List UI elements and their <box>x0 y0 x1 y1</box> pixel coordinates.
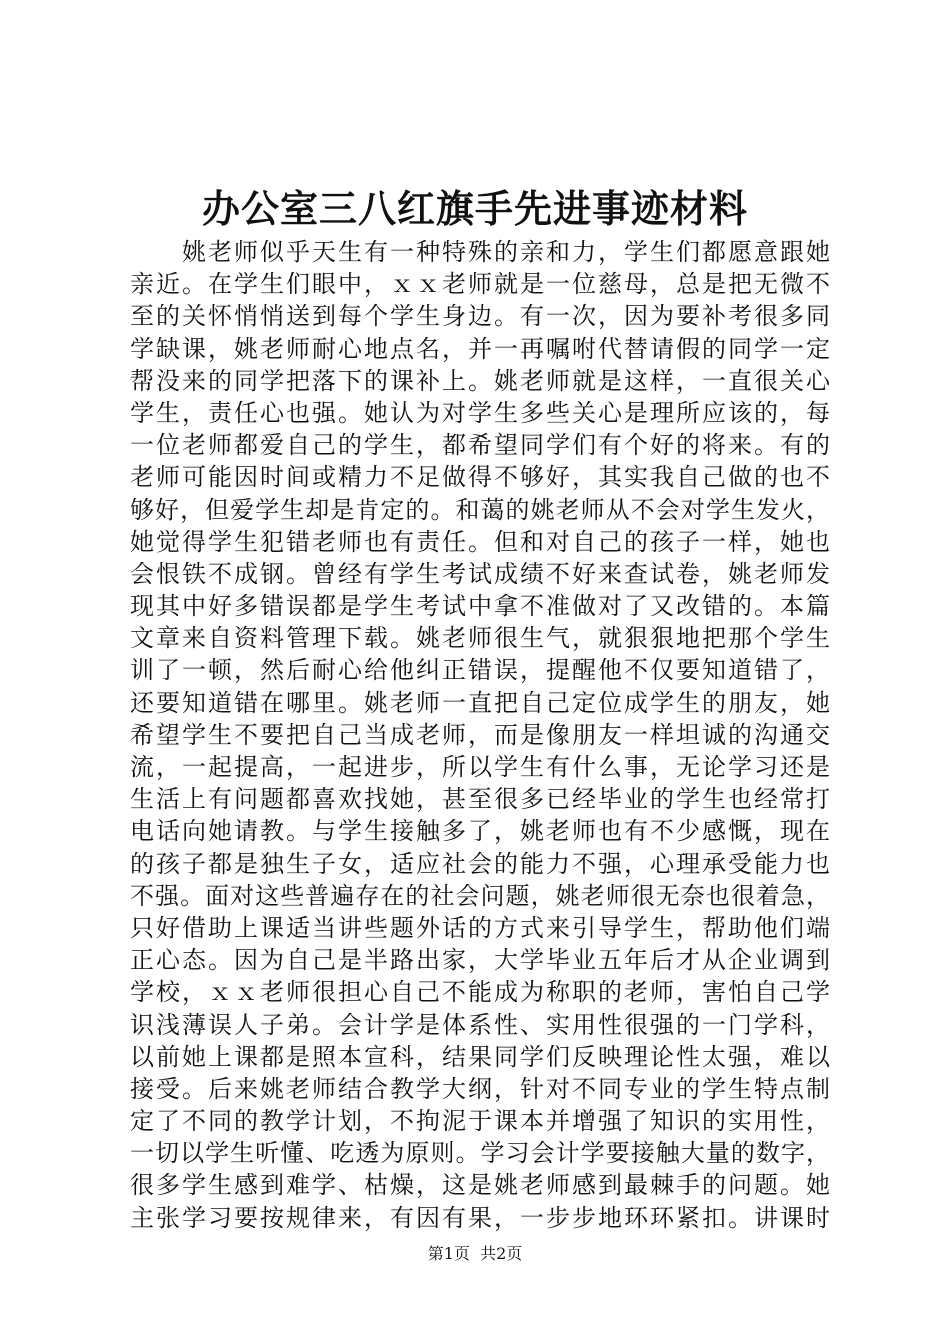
document-title: 办公室三八红旗手先进事迹材料 <box>201 186 748 231</box>
text-line: 还要知道错在哪里。姚老师一直把自己定位成学生的朋友，她 <box>130 688 830 717</box>
text-line: 希望学生不要把自己当成老师，而是像朋友一样坦诚的沟通交 <box>130 720 830 749</box>
text-line: 老师可能因时间或精力不足做得不够好，其实我自己做的也不 <box>130 463 830 492</box>
text-line: 生活上有问题都喜欢找她，甚至很多已经毕业的学生也经常打 <box>130 785 830 814</box>
text-line: 她觉得学生犯错老师也有责任。但和对自己的孩子一样，她也 <box>130 527 830 556</box>
text-line: 至的关怀悄悄送到每个学生身边。有一次，因为要补考很多同 <box>130 302 830 331</box>
text-line: 现其中好多错误都是学生考试中拿不准做对了又改错的。本篇 <box>130 592 830 621</box>
text-line: 姚老师似乎天生有一种特殊的亲和力，学生们都愿意跟她 <box>130 238 830 266</box>
text-line: 接受。后来姚老师结合教学大纲，针对不同专业的学生特点制 <box>130 1074 830 1103</box>
text-line: 帮没来的同学把落下的课补上。姚老师就是这样，一直很关心 <box>130 366 830 395</box>
text-line: 正心态。因为自己是半路出家，大学毕业五年后才从企业调到 <box>130 946 830 975</box>
text-line: 定了不同的教学计划，不拘泥于课本并增强了知识的实用性， <box>130 1107 830 1136</box>
text-line: 不强。面对这些普遍存在的社会问题，姚老师很无奈也很着急， <box>130 881 830 910</box>
text-line: 一位老师都爱自己的学生，都希望同学们有个好的将来。有的 <box>130 431 830 460</box>
page-footer: 第1页 共2页 <box>427 1244 523 1263</box>
text-line: 主张学习要按规律来，有因有果，一步步地环环紧扣。讲课时 <box>130 1203 830 1232</box>
text-line: 很多学生感到难学、枯燥，这是姚老师感到最棘手的问题。她 <box>130 1171 830 1200</box>
text-line: 以前她上课都是照本宣科，结果同学们反映理论性太强，难以 <box>130 1042 830 1071</box>
text-line: 文章来自资料管理下载。姚老师很生气，就狠狠地把那个学生 <box>130 624 830 653</box>
text-line: 学生，责任心也强。她认为对学生多些关心是理所应该的，每 <box>130 398 830 427</box>
text-line: 学缺课，姚老师耐心地点名，并一再嘱咐代替请假的同学一定 <box>130 334 830 363</box>
text-line: 电话向她请教。与学生接触多了，姚老师也有不少感慨，现在 <box>130 817 830 846</box>
text-line: 识浅薄误人子弟。会计学是体系性、实用性很强的一门学科， <box>130 1010 830 1039</box>
text-line: 亲近。在学生们眼中，ｘｘ老师就是一位慈母，总是把无微不 <box>130 270 830 299</box>
document-body <box>130 236 830 1234</box>
text-line: 的孩子都是独生子女，适应社会的能力不强，心理承受能力也 <box>130 849 830 878</box>
text-line: 只好借助上课适当讲些题外话的方式来引导学生，帮助他们端 <box>130 913 830 942</box>
text-line: 会恨铁不成钢。曾经有学生考试成绩不好来查试卷，姚老师发 <box>130 559 830 588</box>
text-line: 够好，但爱学生却是肯定的。和蔼的姚老师从不会对学生发火， <box>130 495 830 524</box>
text-line: 流，一起提高，一起进步，所以学生有什么事，无论学习还是 <box>130 753 830 781</box>
text-line: 训了一顿，然后耐心给他纠正错误，提醒他不仅要知道错了， <box>130 656 830 685</box>
text-line: 一切以学生听懂、吃透为原则。学习会计学要接触大量的数字， <box>130 1139 830 1168</box>
text-line: 学校，ｘｘ老师很担心自己不能成为称职的老师，害怕自己学 <box>130 978 830 1007</box>
